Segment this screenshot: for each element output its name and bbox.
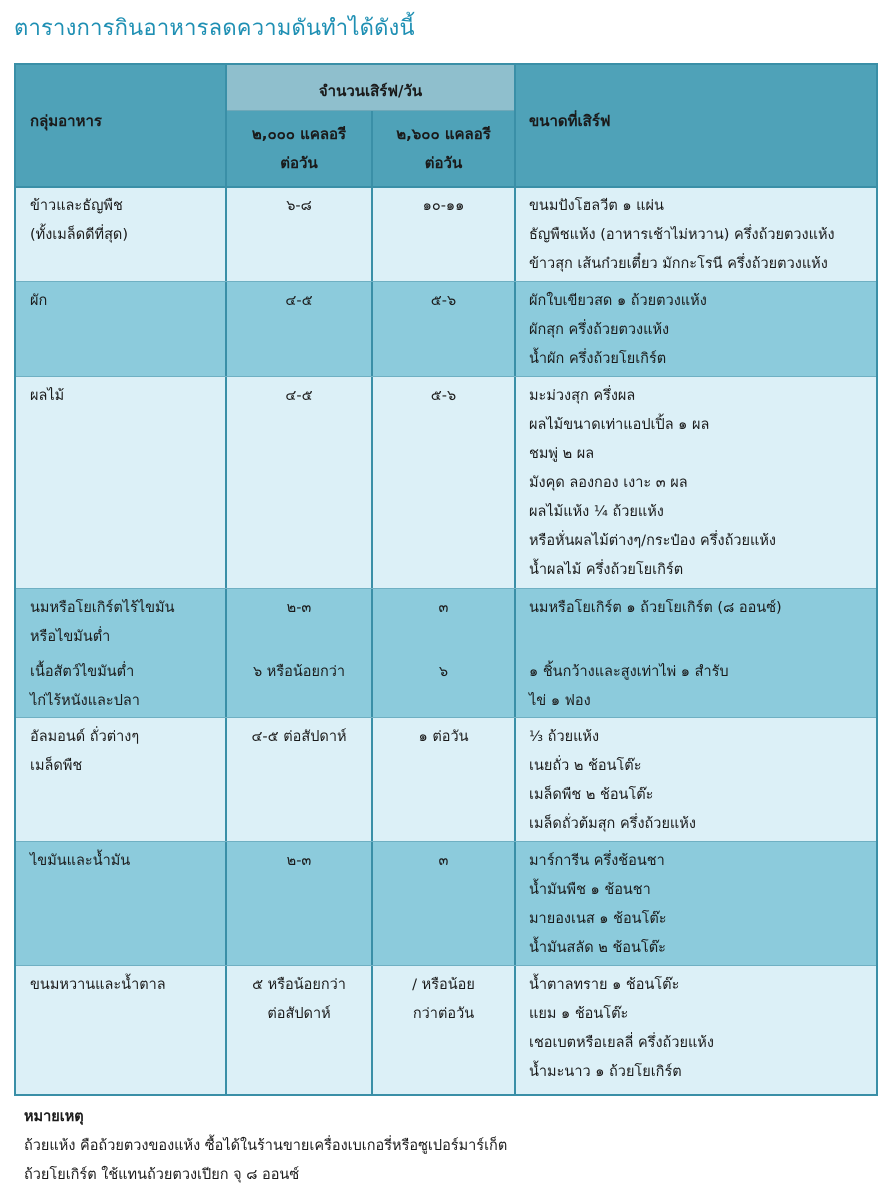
table-row-vegetables-group: ผัก	[30, 293, 48, 309]
nuts-sizes: ⅓ ถ้วยแห้ง เนยถั่ว ๒ ช้อนโต๊ะ เมล็ดพืช ๒ ช้อนโต๊ะ เมล็ดถั่วต้มสุก ครึ่งถ้วยแห้ง	[529, 729, 696, 832]
meat-2000: ๖ หรือน้อยกว่า	[252, 664, 346, 680]
header-divider	[227, 110, 514, 111]
fats-sizes: มาร์การีน ครึ่งช้อนชา น้ำมันพืช ๑ ช้อนชา มายองเนส ๑ ช้อนโต๊ะ น้ำมันสลัด ๒ ช้อนโต๊ะ	[529, 853, 667, 956]
nuts-2000: ๔-๕ ต่อสัปดาห์	[251, 729, 347, 745]
nuts-2600: ๑ ต่อวัน	[418, 729, 469, 745]
column-divider	[514, 65, 516, 1094]
row-divider	[16, 588, 876, 589]
meat-sizes: ๑ ชิ้นกว้างและสูงเท่าไพ่ ๑ สำรับ ไข่ ๑ ฟอง	[529, 664, 729, 709]
sweets-sizes: น้ำตาลทราย ๑ ช้อนโต๊ะ แยม ๑ ช้อนโต๊ะ เชอเบตหรือเยลลี่ ครึ่งถ้วยแห้ง น้ำมะนาว ๑ ถ้วยโยเกิร์ต	[529, 977, 714, 1080]
fruits-2000: ๔-๕	[285, 388, 313, 404]
header-serving-size: ขนาดที่เสิร์ฟ	[529, 112, 611, 130]
dairy-sizes: นมหรือโยเกิร์ต ๑ ถ้วยโยเกิร์ต (๘ ออนซ์)	[529, 600, 782, 616]
dairy-2600: ๓	[438, 600, 449, 616]
fats-2000: ๒-๓	[286, 853, 312, 869]
header-food-group: กลุ่มอาหาร	[30, 112, 102, 130]
table-row-sweets-group: ขนมหวานและน้ำตาล	[30, 977, 166, 993]
meat-2600: ๖	[438, 664, 449, 680]
vegetables-2600: ๕-๖	[430, 293, 457, 309]
notes-section	[24, 1103, 507, 1190]
sweets-2000: ๕ หรือน้อยกว่า ต่อสัปดาห์	[252, 977, 346, 1022]
fruits-sizes: มะม่วงสุก ครึ่งผล ผลไม้ขนาดเท่าแอปเปิ้ล ๑ ผล ชมพู่ ๒ ผล มังคุด ลองกอง เงาะ ๓ ผล ผลไม้แห้ง ¼ ถ้วยแห้ง หรือหั่นผลไม้ต่างๆ/กระป๋อง ครึ่งถ้วยแห้ง น้ำผลไม้ ครึ่งถ้วยโยเกิร์ต	[529, 388, 776, 578]
dairy-2000: ๒-๓	[286, 600, 312, 616]
page-title: ตารางการกินอาหารลดความดันทำได้ดังนี้	[14, 16, 415, 41]
fats-2600: ๓	[438, 853, 449, 869]
table-row-grains-group: ข้าวและธัญพืช (ทั้งเมล็ดดีที่สุด)	[30, 198, 129, 243]
sweets-2600: / หรือน้อย กว่าต่อวัน	[412, 977, 475, 1022]
table-row-fats-group: ไขมันและน้ำมัน	[30, 853, 131, 869]
diet-table	[14, 63, 878, 1096]
grains-sizes: ขนมปังโฮลวีต ๑ แผ่น ธัญพืชแห้ง (อาหารเช้าไม่หวาน) ครึ่งถ้วยตวงแห้ง ข้าวสุก เส้นก๋วยเตี๋ยว มักกะโรนี ครึ่งถ้วยตวงแห้ง	[529, 198, 835, 272]
table-row-meat-group: เนื้อสัตว์ไขมันต่ำ ไก่ไร้หนังและปลา	[30, 664, 140, 709]
notes-line-1: ถ้วยแห้ง คือถ้วยตวงของแห้ง ซื้อได้ในร้านขายเครื่องเบเกอรี่หรือซูเปอร์มาร์เก็ต	[24, 1138, 508, 1154]
header-servings-per-day: จำนวนเสิร์ฟ/วัน	[318, 82, 423, 100]
notes-line-2: ถ้วยโยเกิร์ต ใช้แทนถ้วยตวงเปียก จุ ๘ ออนซ์	[24, 1167, 300, 1183]
header-2600-line1: ๒,๖๐๐ แคลอรี	[396, 125, 491, 143]
vegetables-sizes: ผักใบเขียวสด ๑ ถ้วยตวงแห้ง ผักสุก ครึ่งถ้วยตวงแห้ง น้ำผัก ครึ่งถ้วยโยเกิร์ต	[529, 293, 707, 367]
header-2000-line2: ต่อวัน	[280, 154, 318, 172]
table-row-dairy-group: นมหรือโยเกิร์ตไร้ไขมัน หรือไขมันต่ำ	[30, 600, 175, 645]
row-divider	[16, 717, 876, 718]
fruits-2600: ๕-๖	[430, 388, 457, 404]
row-divider	[16, 376, 876, 377]
row-divider	[16, 841, 876, 842]
header-2600-line2: ต่อวัน	[424, 154, 463, 172]
header-2000-line1: ๒,๐๐๐ แคลอรี	[251, 125, 347, 143]
header-bottom-line	[16, 186, 876, 188]
row-divider	[16, 281, 876, 282]
table-row-fruits-group: ผลไม้	[30, 388, 65, 404]
row-divider	[16, 965, 876, 966]
grains-2000: ๖-๘	[286, 198, 312, 214]
vegetables-2000: ๔-๕	[285, 293, 313, 309]
table-row-nuts-group: อัลมอนด์ ถั่วต่างๆ เมล็ดพืช	[30, 729, 140, 774]
notes-title: หมายเหตุ	[24, 1109, 84, 1125]
grains-2600: ๑๐-๑๑	[422, 198, 465, 214]
